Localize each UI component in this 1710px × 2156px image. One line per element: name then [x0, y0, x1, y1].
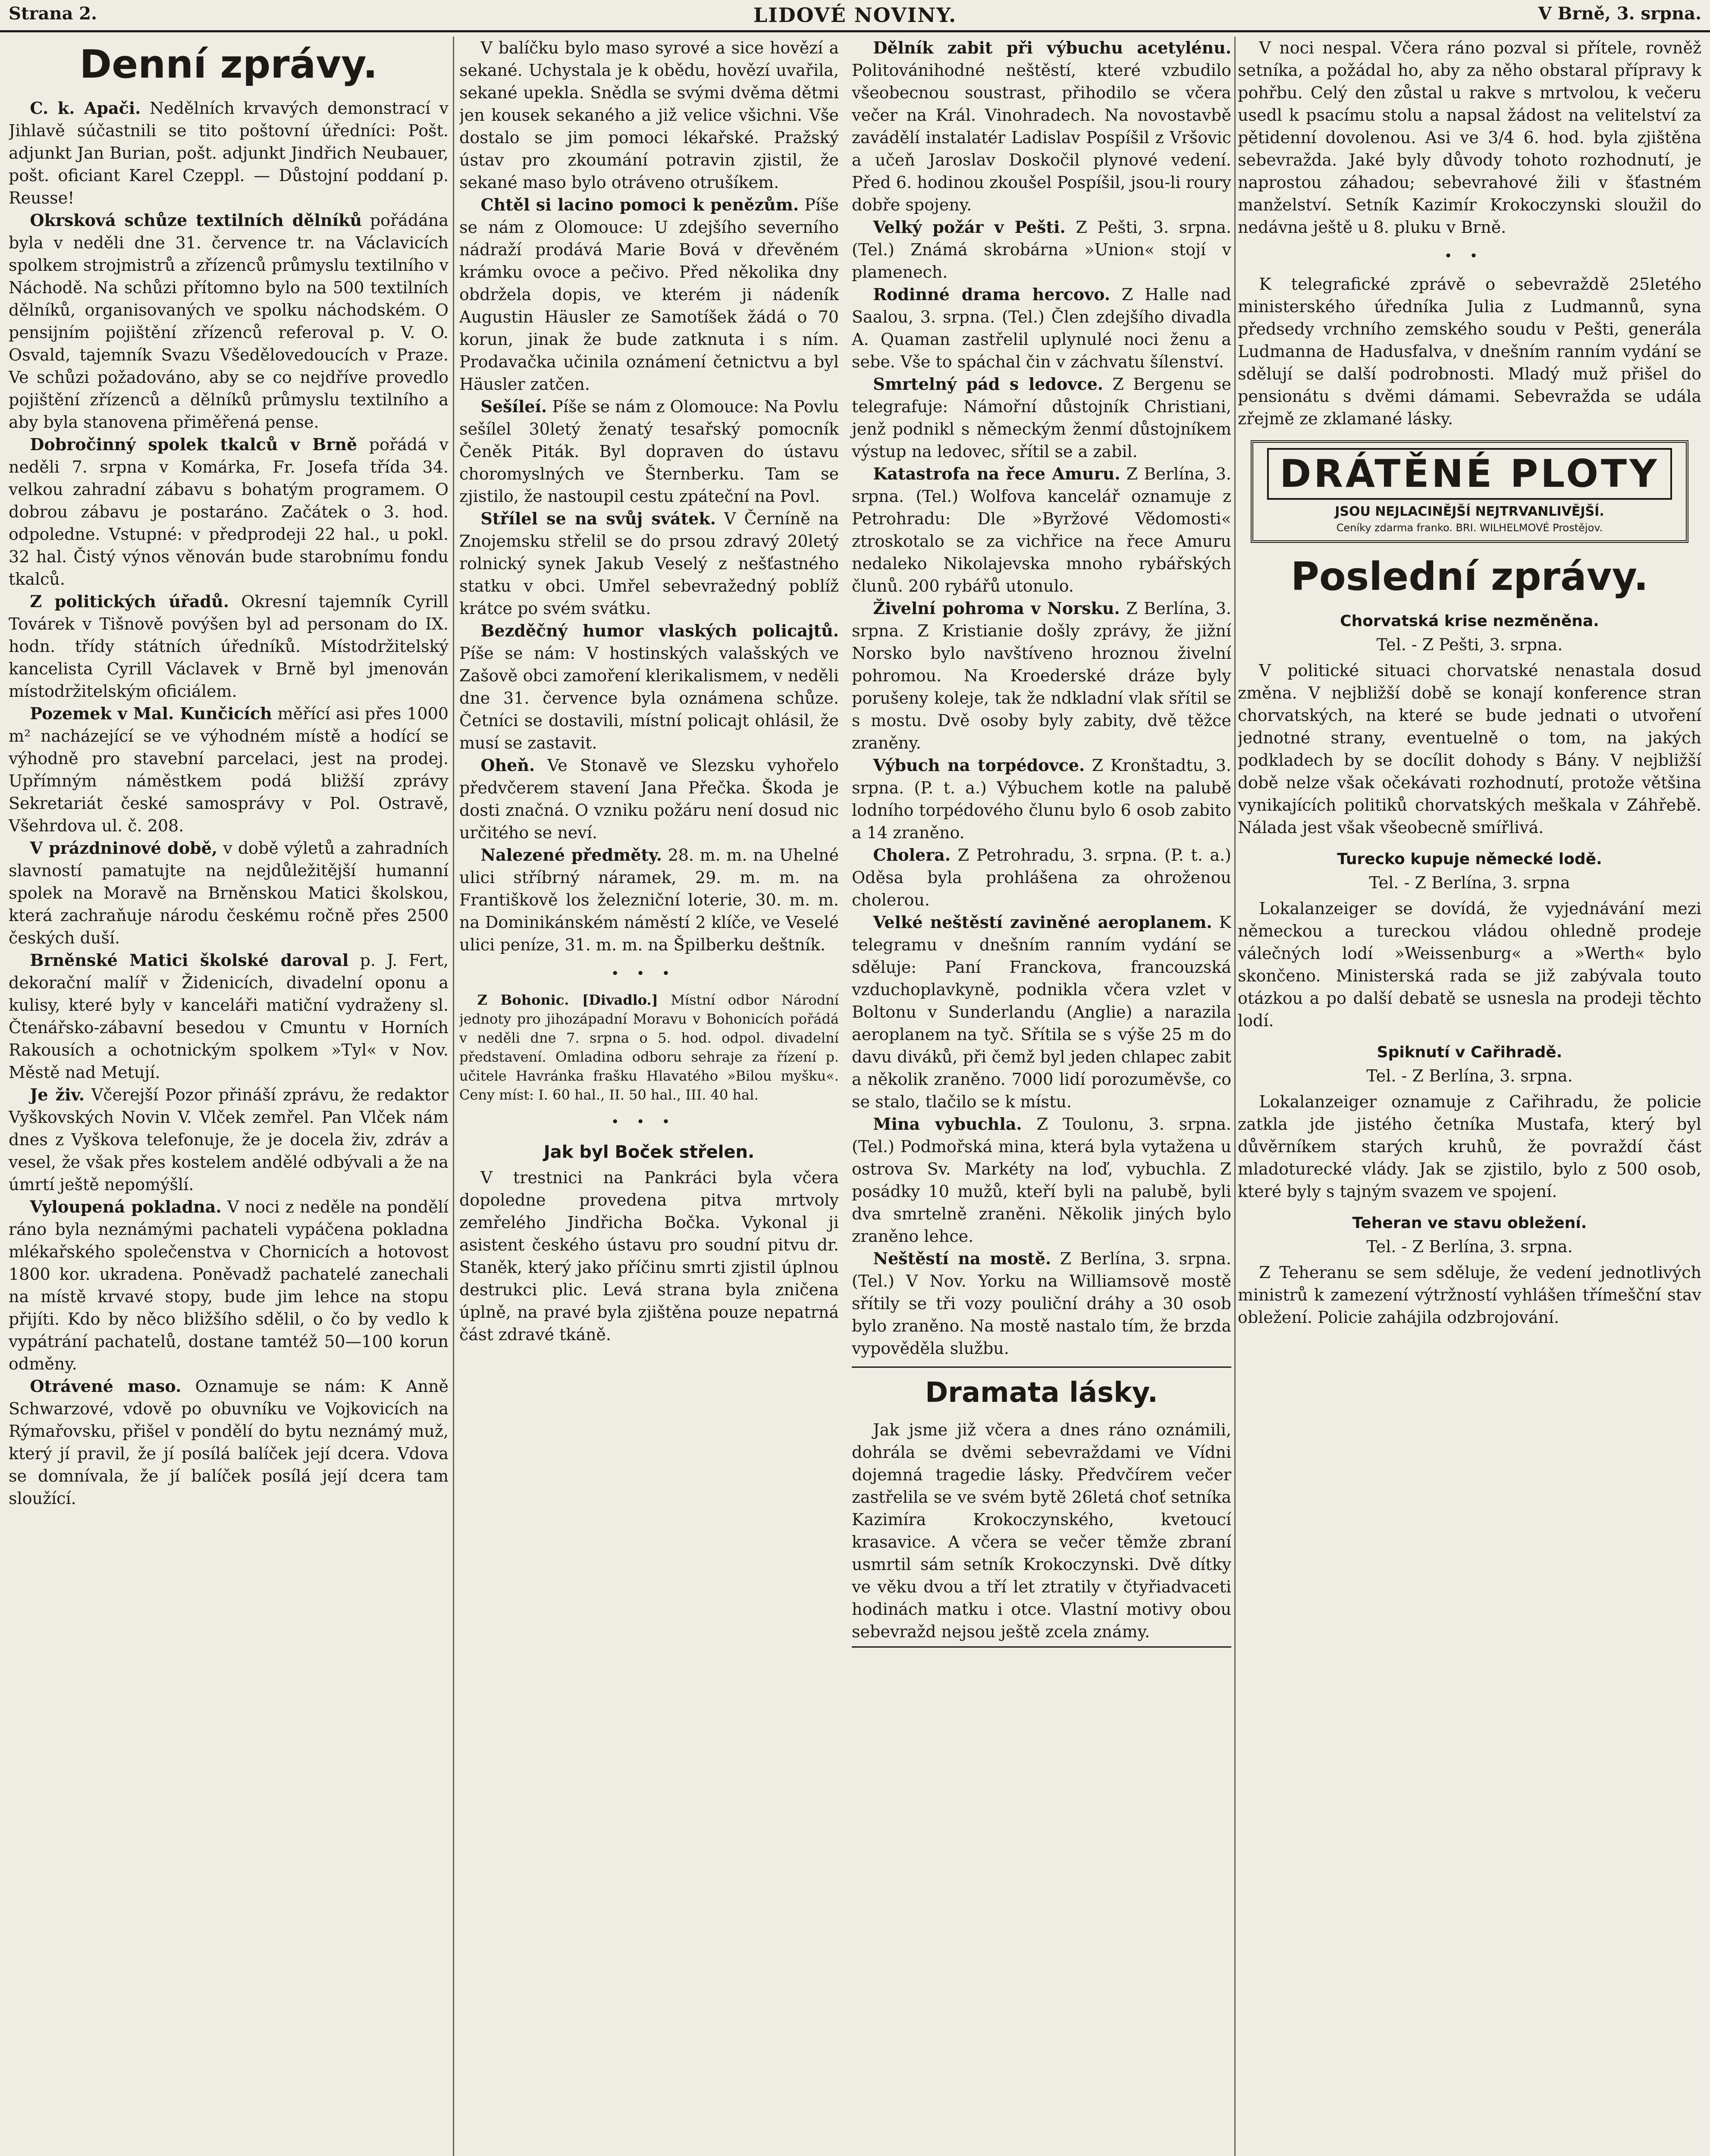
article-text: V noci z neděle na pondělí ráno byla neznámými pachateli vypáčena pokladna mlékařského společenstva v Chornicích a hotovost 1800 kor. ukradena. Poněvadž pachatelé zanechali na místě krvavé stopy, bude jim lehce na stopu přijíti. Kdo by něco bližšího sdělil, o čo by vedlo k vypátrání pachatelů, dostane tamtéž 50—100 korun odměny.: [9, 1197, 449, 1373]
article: [852, 1113, 1231, 1247]
feature-box: [852, 1366, 1231, 1648]
article: [459, 395, 839, 508]
article-lead: Katastrofa na řece Amuru.: [873, 464, 1120, 483]
article-lead: Nalezené předměty.: [480, 845, 662, 865]
article: [459, 194, 839, 395]
article: [852, 597, 1231, 754]
article: [852, 844, 1231, 911]
article-lead: Brněnské Matici školské daroval: [30, 950, 349, 970]
article-text: Z Berlína, 3. srpna. Z Kristianie došly zprávy, že jižní Norsko bylo navštíveno hroznou živelní pohromou. Na Kroederské dráze byly porušeny koleje, tak že ndkladní vlak sřítil se s mostu. Dvě osoby byly zabity, dvě těžce zraněny.: [852, 599, 1231, 752]
article-text: Píše se nám: V hostinských valašských ve Zašově obci zamoření klerikalismem, v neděli dne 31. července byla oznámena schůze. Četníci se dostavili, místní policajt ohlásil, že musí se zastavit.: [459, 644, 839, 752]
article: [852, 463, 1231, 597]
article-lead: Velké neštěstí zaviněné aeroplanem.: [873, 912, 1212, 932]
article-lead: Pozemek v Mal. Kunčicích: [30, 704, 272, 723]
article-lead: Cholera.: [873, 845, 951, 865]
news-text: Lokalanzeiger se dovídá, že vyjednávání mezi německou a tureckou vládou ohledně prodeje válečných lodí »Weissenburg« a »Werth« bylo skončeno. Ministerská rada se již zabývala touto otázkou a po další debatě se usnesla na prodeji těchto lodí.: [1238, 899, 1701, 1030]
article-text: Ve Stonavě ve Slezsku vyhořelo předvčerem stavení Jana Přečka. Škoda je dosti značná. O vzniku požáru není dosud nic určitého se neví.: [459, 756, 839, 842]
article: [9, 837, 449, 949]
column-latest-news: [1238, 37, 1701, 2156]
article-lead: Vyloupená pokladna.: [30, 1197, 222, 1216]
article-text: Z Pešti, 3. srpna. (Tel.) Známá skrobárna »Union« stojí v plamenech.: [852, 218, 1231, 282]
article-lead: Velký požár v Pešti.: [873, 217, 1066, 237]
article: [9, 590, 449, 702]
article: [459, 754, 839, 844]
article: [852, 911, 1231, 1113]
article-lead: Neštěstí na mostě.: [873, 1249, 1051, 1268]
ad-contact: Ceníky zdarma franko. BRI. WILHELMOVÉ Prostějov.: [1336, 522, 1603, 534]
separator-stars: •••: [611, 1113, 687, 1130]
article-text: p. J. Fert, dekorační malíř v Židenicích, divadelní oponu a kulisy, které byly v kanceláři matiční vydraženy sl. Čtenářsko-zábavní besedou v Cmuntu v Horních Rakousích a ochotnickým spolkem »Tyl« v Nov. Městě nad Metují.: [9, 951, 449, 1082]
separator-stars: ••: [1444, 248, 1495, 264]
article-text: V Černíně na Znojemsku střelil se do prsou zdravý 20letý rolnický synek Jakub Veselý z nešťastného statku v obci. Umřel sebevražedný poblíž krátce po svém svátku.: [459, 509, 839, 618]
notice: [459, 990, 839, 1104]
article-text: měřící asi přes 1000 m² nacházející se ve výhodném místě a hodící se výhodně pro stavební parcelaci, jest na prodej. Upřímným náměstkem podá bližší zprávy Sekretariát české samosprávy v Pol. Ostravě, Všehrdova ul. č. 208.: [9, 704, 449, 835]
article-text: Z Bergenu se telegrafuje: Námořní důstojník Christiani, jenž podnikl s německým ženmí důstojníkem výstup na ledovec, sřítil se a zabil.: [852, 375, 1231, 461]
article-lead: Rodinné drama hercovo.: [873, 285, 1111, 304]
news-text: Lokalanzeiger oznamuje z Cařihradu, že policie zatkla jde jistého četníka Mustafa, který byl důvěrníkem starých kruhů, že povraždí část mladoturecké vlády. Jak se zjistilo, bylo z 500 osob, které byly s tajným svazem ve spojení.: [1238, 1092, 1701, 1201]
article-text: K telegramu v dnešním ranním vydání se sděluje: Paní Franckova, francouzská vzduchoplavkyně, podnikla včera vzlet v Boltonu v Sunderlandu (Anglie) a narazila aeroplanem na tyč. Sřítila se s výše 25 m do davu diváků, při čemž byl jeden chlapec zabit a několik zraněno. 7000 lidí porozuměvše, co se stalo, tlačilo se k místu.: [852, 913, 1231, 1111]
article-lead: Živelní pohroma v Norsku.: [873, 599, 1120, 618]
article-text: Včerejší Pozor přináší zprávu, že redaktor Vyškovských Novin V. Vlček zemřel. Pan Vlček nám dnes z Vyškova telefonuje, že je docela živ, zdráv a vesel, že však přes kostelem andělé odbývali a že na úmrtí ještě nepomýšlí.: [9, 1085, 449, 1194]
article-lead: Sešíleí.: [480, 397, 547, 416]
article-text: Z Berlína, 3. srpna. (Tel.) V Nov. Yorku na Williamsově mostě sřítily se tři vozy pouliční dráhy a 30 osob bylo zraněno. Na mostě nastalo tím, že brzda vypověděla službu.: [852, 1249, 1231, 1358]
article-lead: Oheň.: [480, 755, 535, 775]
article: [459, 844, 839, 956]
article: [852, 283, 1231, 373]
article: [852, 216, 1231, 283]
article-lead: Dělník zabit při výbuchu acetylénu.: [873, 38, 1231, 57]
subcolumn-right: [852, 37, 1231, 1655]
section-title-denni-zpravy: Denní zprávy.: [79, 42, 378, 87]
article-lead: Smrtelný pád s ledovce.: [873, 374, 1103, 394]
article-lead: Výbuch na torpédovce.: [873, 755, 1085, 775]
news-text: Z Teheranu se sem sděluje, že vedení jednotlivých ministrů k zamezení výtržností vyhlášen třímešční stav obležení. Policie zahájila odzbrojování.: [1238, 1263, 1701, 1327]
article-text: V balíčku bylo maso syrové a sice hovězí a sekané. Uchystala je k obědu, hovězí uvařila, sekané upekla. Snědla se svými dvěma dětmi jen kousek sekaného a již velice všichni. Vše dostalo se jim pomoci lékařské. Pražský ústav pro zkoumání potravin zjistil, že sekané maso bylo otráveno otrušíkem.: [459, 38, 839, 192]
article-continuation: V noci nespal. Včera ráno pozval si přítele, rovněž setníka, a požádal ho, aby za něho obstaral přípravy k pohřbu. Celý den zůstal u rakve s mrtvolou, k večeru usedl k psacímu stolu a napsal žádost na velitelství za pětidenní dovolenou. Asi ve 3/4 6. hod. byla zjištěna sebevražda. Jaké byly důvody tohoto rozhodnutí, je naprostou záhadou; sebevrahové žili v šťastném manželství. Setník Kazimír Krokoczynski sloužil do nedávna ještě u 8. pluku v Brně.: [1238, 38, 1701, 237]
article: [459, 37, 839, 194]
column-middle: [459, 37, 1231, 2156]
article-text: Z Toulonu, 3. srpna. (Tel.) Podmořská mina, která byla vytažena u ostrova Sv. Markéty na loď, vybuchla. Z posádky 10 mužů, kteří byli na palubě, byli dva smrtelně zraněni. Několik jiných bylo zraněno lehce.: [852, 1115, 1231, 1246]
page-label: Strana 2.: [9, 3, 97, 24]
newspaper-title: LIDOVÉ NOVINY.: [753, 3, 957, 27]
article-lead: Bezděčný humor vlaských policajtů.: [480, 621, 839, 640]
article-text: Píše se nám z Olomouce: U zdejšího severního nádraží prodává Marie Bová v dřevěném krámku ovoce a pečivo. Před několika dny obdržela dopis, ve kterém ji nádeník Augustin Häusler ze Samotíšek žádá o 70 korun, jinak že bude zatknuta i s ním. Prodavačka učinila oznámení četnictvu a byl Häusler zatčen.: [459, 195, 839, 394]
news-dateline: Tel. - Z Berlína, 3. srpna.: [1366, 1237, 1573, 1256]
notice-text: Místní odbor Národní jednoty pro jihozápadní Moravu v Bohonicích pořádá v neděli dne 7. srpna o 5. hod. odpol. divadelní představení. Omladina odboru sehraje za řízení p. učitele Havránka frašku Hlavatého »Bilou myšku«. Ceny míst: I. 60 hal., II. 50 hal., III. 40 hal.: [459, 992, 839, 1103]
feature-text: Jak jsme již včera a dnes ráno oznámili, dohrála se dvěmi sebevraždami ve Vídni dojemná tragedie lásky. Předvčírem večer zastřelila se ve svém bytě 26letá choť setníka Kazimíra Krokoczynského, kvetoucí krasavice. A včera se večer těmže zbraní usmrtil sám setník Krokoczynski. Dvě dítky ve věku dvou a tří let ztratily v čtyřiadvaceti hodinách matku i otce. Vlastní motivy obou sebevražd nejsou ještě zcela známy.: [852, 1420, 1231, 1641]
article: [9, 97, 449, 209]
column-rule: [1234, 37, 1236, 2156]
news-dateline: Tel. - Z Berlína, 3. srpna.: [1366, 1066, 1573, 1085]
issue-date: V Brně, 3. srpna.: [1538, 3, 1701, 24]
article-text: 28. m. m. na Uhelné ulici stříbrný náramek, 29. m. m. na Františkově los železniční loterie, 30. m. m. na Dominikánském náměstí 2 klíče, ve Veselé ulici peníze, 31. m. m. na Špilberku deštník.: [459, 846, 839, 954]
article-lead: Otrávené maso.: [30, 1376, 182, 1396]
news-headline: Chorvatská krise nezměněna.: [1340, 612, 1599, 630]
notice-lead: Z Bohonic. [Divadlo.]: [477, 992, 658, 1008]
article-lead: Chtěl si lacino pomoci k penězům.: [480, 195, 799, 214]
article-lead: Je živ.: [30, 1085, 85, 1104]
article-text: pořádána byla v neděli dne 31. července tr. na Václavicích spolkem strojmistrů a zřízenců průmyslu textilního v Náchodě. Na schůzi přítomno bylo na 500 textilních dělníků, organisovaných ve spolku náchodském. O pensijním pojištění zřízenců referoval p. V. O. Osvald, tajemník Svazu Všedělovedoucích v Praze. Ve schůzi požadováno, aby se co nejdříve provedlo pojištění zřízenců a dělníků průmyslu textilního a aby byla stanovena přiměřená pense.: [9, 211, 449, 432]
news-headline: Spiknutí v Cařihradě.: [1377, 1044, 1563, 1061]
article: [852, 373, 1231, 463]
advertisement-wire-fences: [1251, 440, 1688, 543]
news-text: V politické situaci chorvatské nenastala dosud změna. V nejbližší době se konají konference stran chorvatských, na které se bude jednati o utvoření jednotné strany, eventuelně o tom, na jakých podkladech by se docílit dohody s Bány. V nejbližší době nelze však očekávati rozhodnutí, protože většina vynikajících politiků chorvatských meškala v Záhřebě. Nálada jest však všeobecně smířlivá.: [1238, 661, 1701, 837]
article-text: v době výletů a zahradních slavností pamatujte na nejdůležitější humanní spolek na Moravě na Brněnskou Matici školskou, která zachraňuje národu českému ročně přes 2500 českých duší.: [9, 839, 449, 947]
article-text: Z Halle nad Saalou, 3. srpna. (Tel.) Člen zdejšího divadla A. Quaman zastřelil uplynulé noci ženu a sebe. Vše to spáchal čin v záchvatu šílenství.: [852, 285, 1231, 371]
article-lead: C. k. Apači.: [30, 98, 141, 118]
column-daily-news: [9, 37, 449, 2156]
article: [9, 949, 449, 1084]
news-dateline: Tel. - Z Berlína, 3. srpna: [1369, 873, 1570, 892]
ad-title: DRÁTĚNÉ PLOTY: [1267, 448, 1672, 500]
news-dateline: Tel. - Z Pešti, 3. srpna.: [1376, 635, 1563, 654]
section-title-posledni-zpravy: Poslední zprávy.: [1290, 554, 1649, 599]
feature-title: Dramata lásky.: [925, 1377, 1158, 1409]
article: [9, 1375, 449, 1510]
article: [9, 433, 449, 590]
article-lead: Mina vybuchla.: [873, 1114, 1022, 1134]
article-text: pořádá v neděli 7. srpna v Komárka, Fr. Josefa třída 34. velkou zahradní zábavu s bohatým programem. O dobrou zábavu je postaráno. Začátek o 3. hod. odpoledne. Vstupné: v předprodeji 22 hal., u pokl. 32 hal. Čistý výnos věnován bude starobnímu fondu tkalců.: [9, 435, 449, 589]
ad-slogan: JSOU NEJLACINĚJŠÍ NEJTRVANLIVĚJŠÍ.: [1335, 504, 1604, 519]
article-lead: Střílel se na svůj svátek.: [480, 509, 716, 528]
article-lead: Okrsková schůze textilních dělníků: [30, 210, 362, 230]
article: K telegrafické zprávě o sebevraždě 25letého ministerského úředníka Julia z Ludmannů, syna předsedy vrchního zemského soudu v Pešti, generála Ludmanna de Hadusfalva, v dnešním ranním vydání se sdělují se další podrobnosti. Mladý muž přišel do pensionátu s dvěmi dámami. Sebevražda se udála zřejmě ze zklamané lásky.: [1238, 275, 1701, 428]
article-text: Z Petrohradu, 3. srpna. (P. t. a.) Oděsa byla prohlášena za ohroženou cholerou.: [852, 846, 1231, 909]
article-lead: Dobročinný spolek tkalců v Brně: [30, 435, 358, 454]
column-rule: [453, 37, 454, 2156]
article-text: V trestnici na Pankráci byla včera dopoledne provedena pitva mrtvoly zemřelého Jindřicha Bočka. Vykonal ji asistent českého ústavu pro soudní pitvu dr. Staněk, který jako příčinu smrti zjistil úplnou destrukci plic. Levá strana byla zničena úplně, na pravé byla zjištěna pouze nepatrná část zdravé tkáně.: [459, 1168, 839, 1344]
article: [459, 508, 839, 620]
article-lead: V prázdninové době,: [30, 838, 218, 858]
article-text: Z Kronštadtu, 3. srpna. (P. t. a.) Výbuchem kotle na palubě lodního torpédového člunu bylo 6 osob zabito a 14 zraněno.: [852, 756, 1231, 842]
article: [9, 209, 449, 433]
masthead: [0, 0, 1710, 32]
article-text: Politovánihodné neštěstí, které vzbudilo všeobecnou soustrast, přihodilo se včera večer na Král. Vinohradech. Na novostavbě zavádělí instalatér Ladislav Pospíšil z Vršovic a učeň Jaroslav Doskočil plynové vedení. Před 6. hodinou zkoušel Pospíšil, jsou-li roury dobře spojeny.: [852, 61, 1231, 214]
article: [459, 620, 839, 754]
separator-stars: •••: [611, 965, 687, 981]
article: [9, 1196, 449, 1375]
article: [852, 1247, 1231, 1360]
subcolumn-left: [459, 37, 839, 1655]
article: [9, 1084, 449, 1196]
article-lead: Z politických úřadů.: [30, 592, 229, 611]
article-text: Píše se nám z Olomouce: Na Povlu sešílel 30letý ženatý tesařský pomocník Čeněk Piták. Byl dopraven do ústavu choromyslných ve Šternberku. Tam se zjistilo, že nastoupil cestu zpáteční na Povl.: [459, 397, 839, 506]
article-text: Okresní tajemník Cyrill Továrek v Tišnově povýšen byl ad personam do IX. hodn. třídy státních úředníků. Místodržitelský kancelista Cyrill Václavek v Brně byl jmenován místodržitelským oficiálem.: [9, 592, 449, 701]
article: [852, 754, 1231, 844]
news-headline: Turecko kupuje německé lodě.: [1337, 850, 1602, 868]
article-text: Z Berlína, 3. srpna. (Tel.) Wolfova kancelář oznamuje z Petrohradu: Dle »Byržové Vědomosti« ztroskotalo se za vichřice na řece Amuru nedaleko Nikolajevska mnoho rybářských člunů. 200 rybářů utonulo.: [852, 464, 1231, 595]
article-text: Oznamuje se nám: K Anně Schwarzové, vdově po obuvníku ve Vojkovicích na Rýmařovsku, přišel v pondělí do bytu neznámý muž, který jí pravil, že jí posílá balíček její dcera. Vdova se domnívala, že jí balíček posílá její dcera tam sloužící.: [9, 1377, 449, 1508]
news-headline: Teheran ve stavu obležení.: [1352, 1214, 1587, 1232]
article: [852, 37, 1231, 216]
article: [9, 702, 449, 837]
article-headline: Jak byl Boček střelen.: [543, 1142, 755, 1162]
middle-subcolumns: [459, 37, 1231, 1655]
article-text: Nedělních krvavých demonstrací v Jihlavě súčastnili se tito poštovní úředníci: Pošt. adjunkt Jan Burian, pošt. adjunkt Jindřich Neubauer, pošt. oficiant Karel Czeppl. — Důstojní poddaní p. Reusse!: [9, 99, 449, 207]
